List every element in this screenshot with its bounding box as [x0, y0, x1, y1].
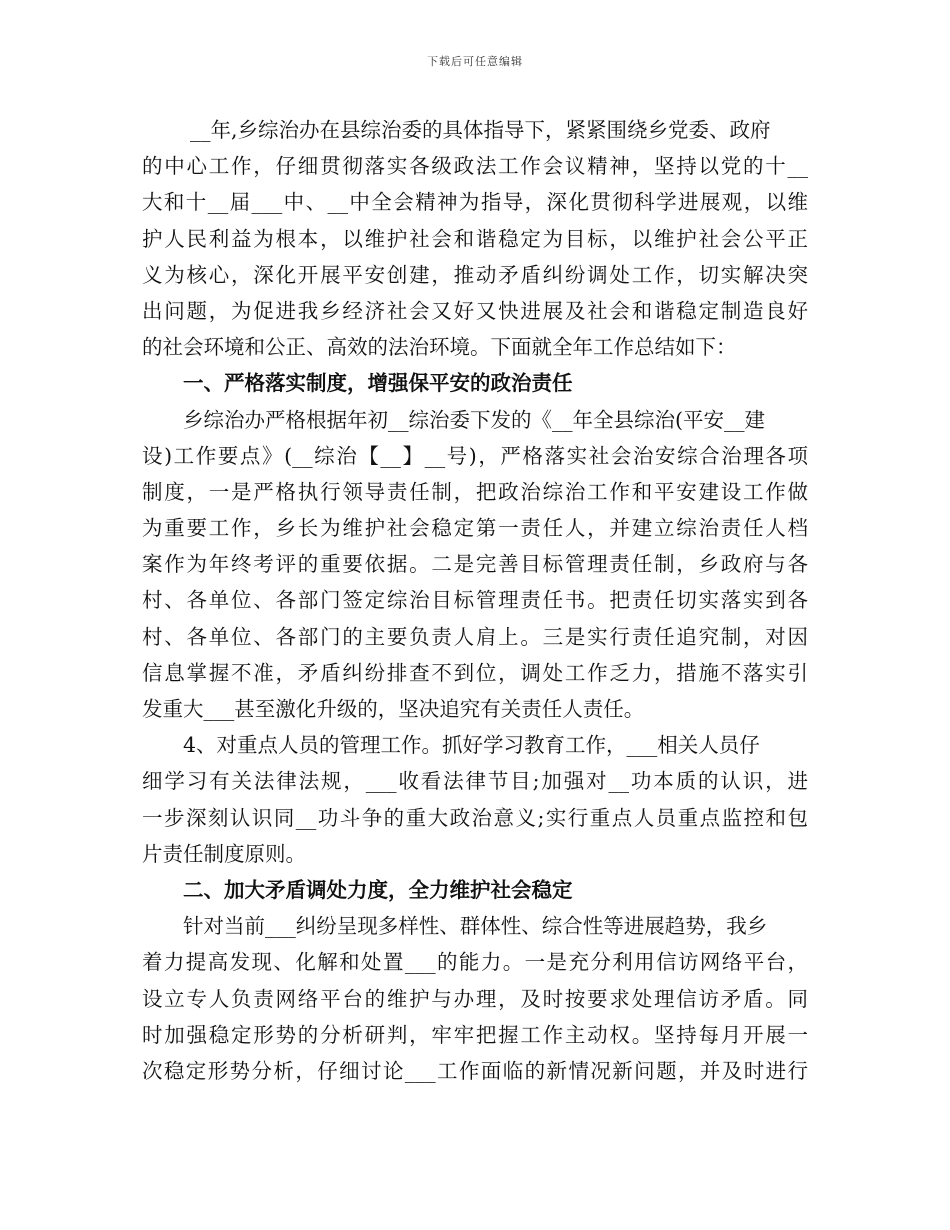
- paragraph-line: 大和十__届___中、__中全会精神为指导，深化贯彻科学进展观，以维: [142, 190, 808, 215]
- paragraph-line: 4、对重点人员的管理工作。抓好学习教育工作，___相关人员仔: [183, 733, 760, 758]
- paragraph-line: 次稳定形势分析，仔细讨论___工作面临的新情况新问题，并及时进行: [142, 1058, 808, 1083]
- paragraph-line: 村、各单位、各部门签定综治目标管理责任书。把责任切实落实到各: [142, 588, 808, 613]
- section-heading: 一、严格落实制度，增强保平安的政治责任: [183, 371, 573, 396]
- paragraph-line: 乡综治办严格根据年初__综治委下发的《__年全县综治(平安__建: [183, 407, 765, 432]
- paragraph-line: 的社会环境和公正、高效的法治环境。下面就全年工作总结如下：: [142, 335, 737, 360]
- paragraph-line: 片责任制度原则。: [142, 841, 306, 866]
- paragraph-line: 发重大___甚至激化升级的，坚决追究有关责任人责任。: [142, 697, 645, 721]
- paragraph-line: 村、各单位、各部门的主要负责人肩上。三是实行责任追究制，对因: [142, 624, 808, 649]
- paragraph-line: 护人民利益为根本，以维护社会和谐稳定为目标，以维护社会公平正: [142, 226, 808, 251]
- paragraph-line: 信息掌握不准，矛盾纠纷排查不到位，调处工作乏力，措施不落实引: [142, 660, 808, 685]
- section-heading: 二、加大矛盾调处力度，全力维护社会稳定: [183, 877, 573, 902]
- paragraph-line: 时加强稳定形势的分析研判，牢牢把握工作主动权。坚持每月开展一: [142, 1022, 808, 1047]
- paragraph-line: 义为核心，深化开展平安创建，推动矛盾纠纷调处工作，切实解决突: [142, 262, 808, 287]
- paragraph-line: 一步深刻认识同__功斗争的重大政治意义;实行重点人员重点监控和包: [142, 805, 808, 830]
- paragraph-line: 设)工作要点》(__综治【__】__号)，严格落实社会治安综合治理各项: [142, 443, 808, 468]
- paragraph-line: 着力提高发现、化解和处置___的能力。一是充分利用信访网络平台，: [142, 950, 808, 975]
- paragraph-line: 设立专人负责网络平台的维护与办理，及时按要求处理信访矛盾。同: [142, 986, 808, 1011]
- paragraph-line: 为重要工作，乡长为维护社会稳定第一责任人，并建立综治责任人档: [142, 516, 808, 541]
- paragraph-line: 案作为年终考评的重要依据。二是完善目标管理责任制，乡政府与各: [142, 552, 808, 577]
- page-header-note: 下载后可任意编辑: [427, 55, 523, 68]
- paragraph-line: 针对当前___纠纷呈现多样性、群体性、综合性等进展趋势，我乡: [183, 914, 768, 939]
- paragraph-line: 的中心工作，仔细贯彻落实各级政法工作会议精神，坚持以党的十__: [142, 154, 808, 179]
- paragraph-line: 出问题，为促进我乡经济社会又好又快进展及社会和谐稳定制造良好: [142, 298, 808, 323]
- paragraph-line: __年,乡综治办在县综治委的具体指导下，紧紧围绕乡党委、政府: [190, 118, 771, 142]
- paragraph-line: 制度，一是严格执行领导责任制，把政治综治工作和平安建设工作做: [142, 479, 808, 504]
- paragraph-line: 细学习有关法律法规，___收看法律节目;加强对__功本质的认识，进: [142, 769, 808, 794]
- document-body: [142, 112, 808, 1089]
